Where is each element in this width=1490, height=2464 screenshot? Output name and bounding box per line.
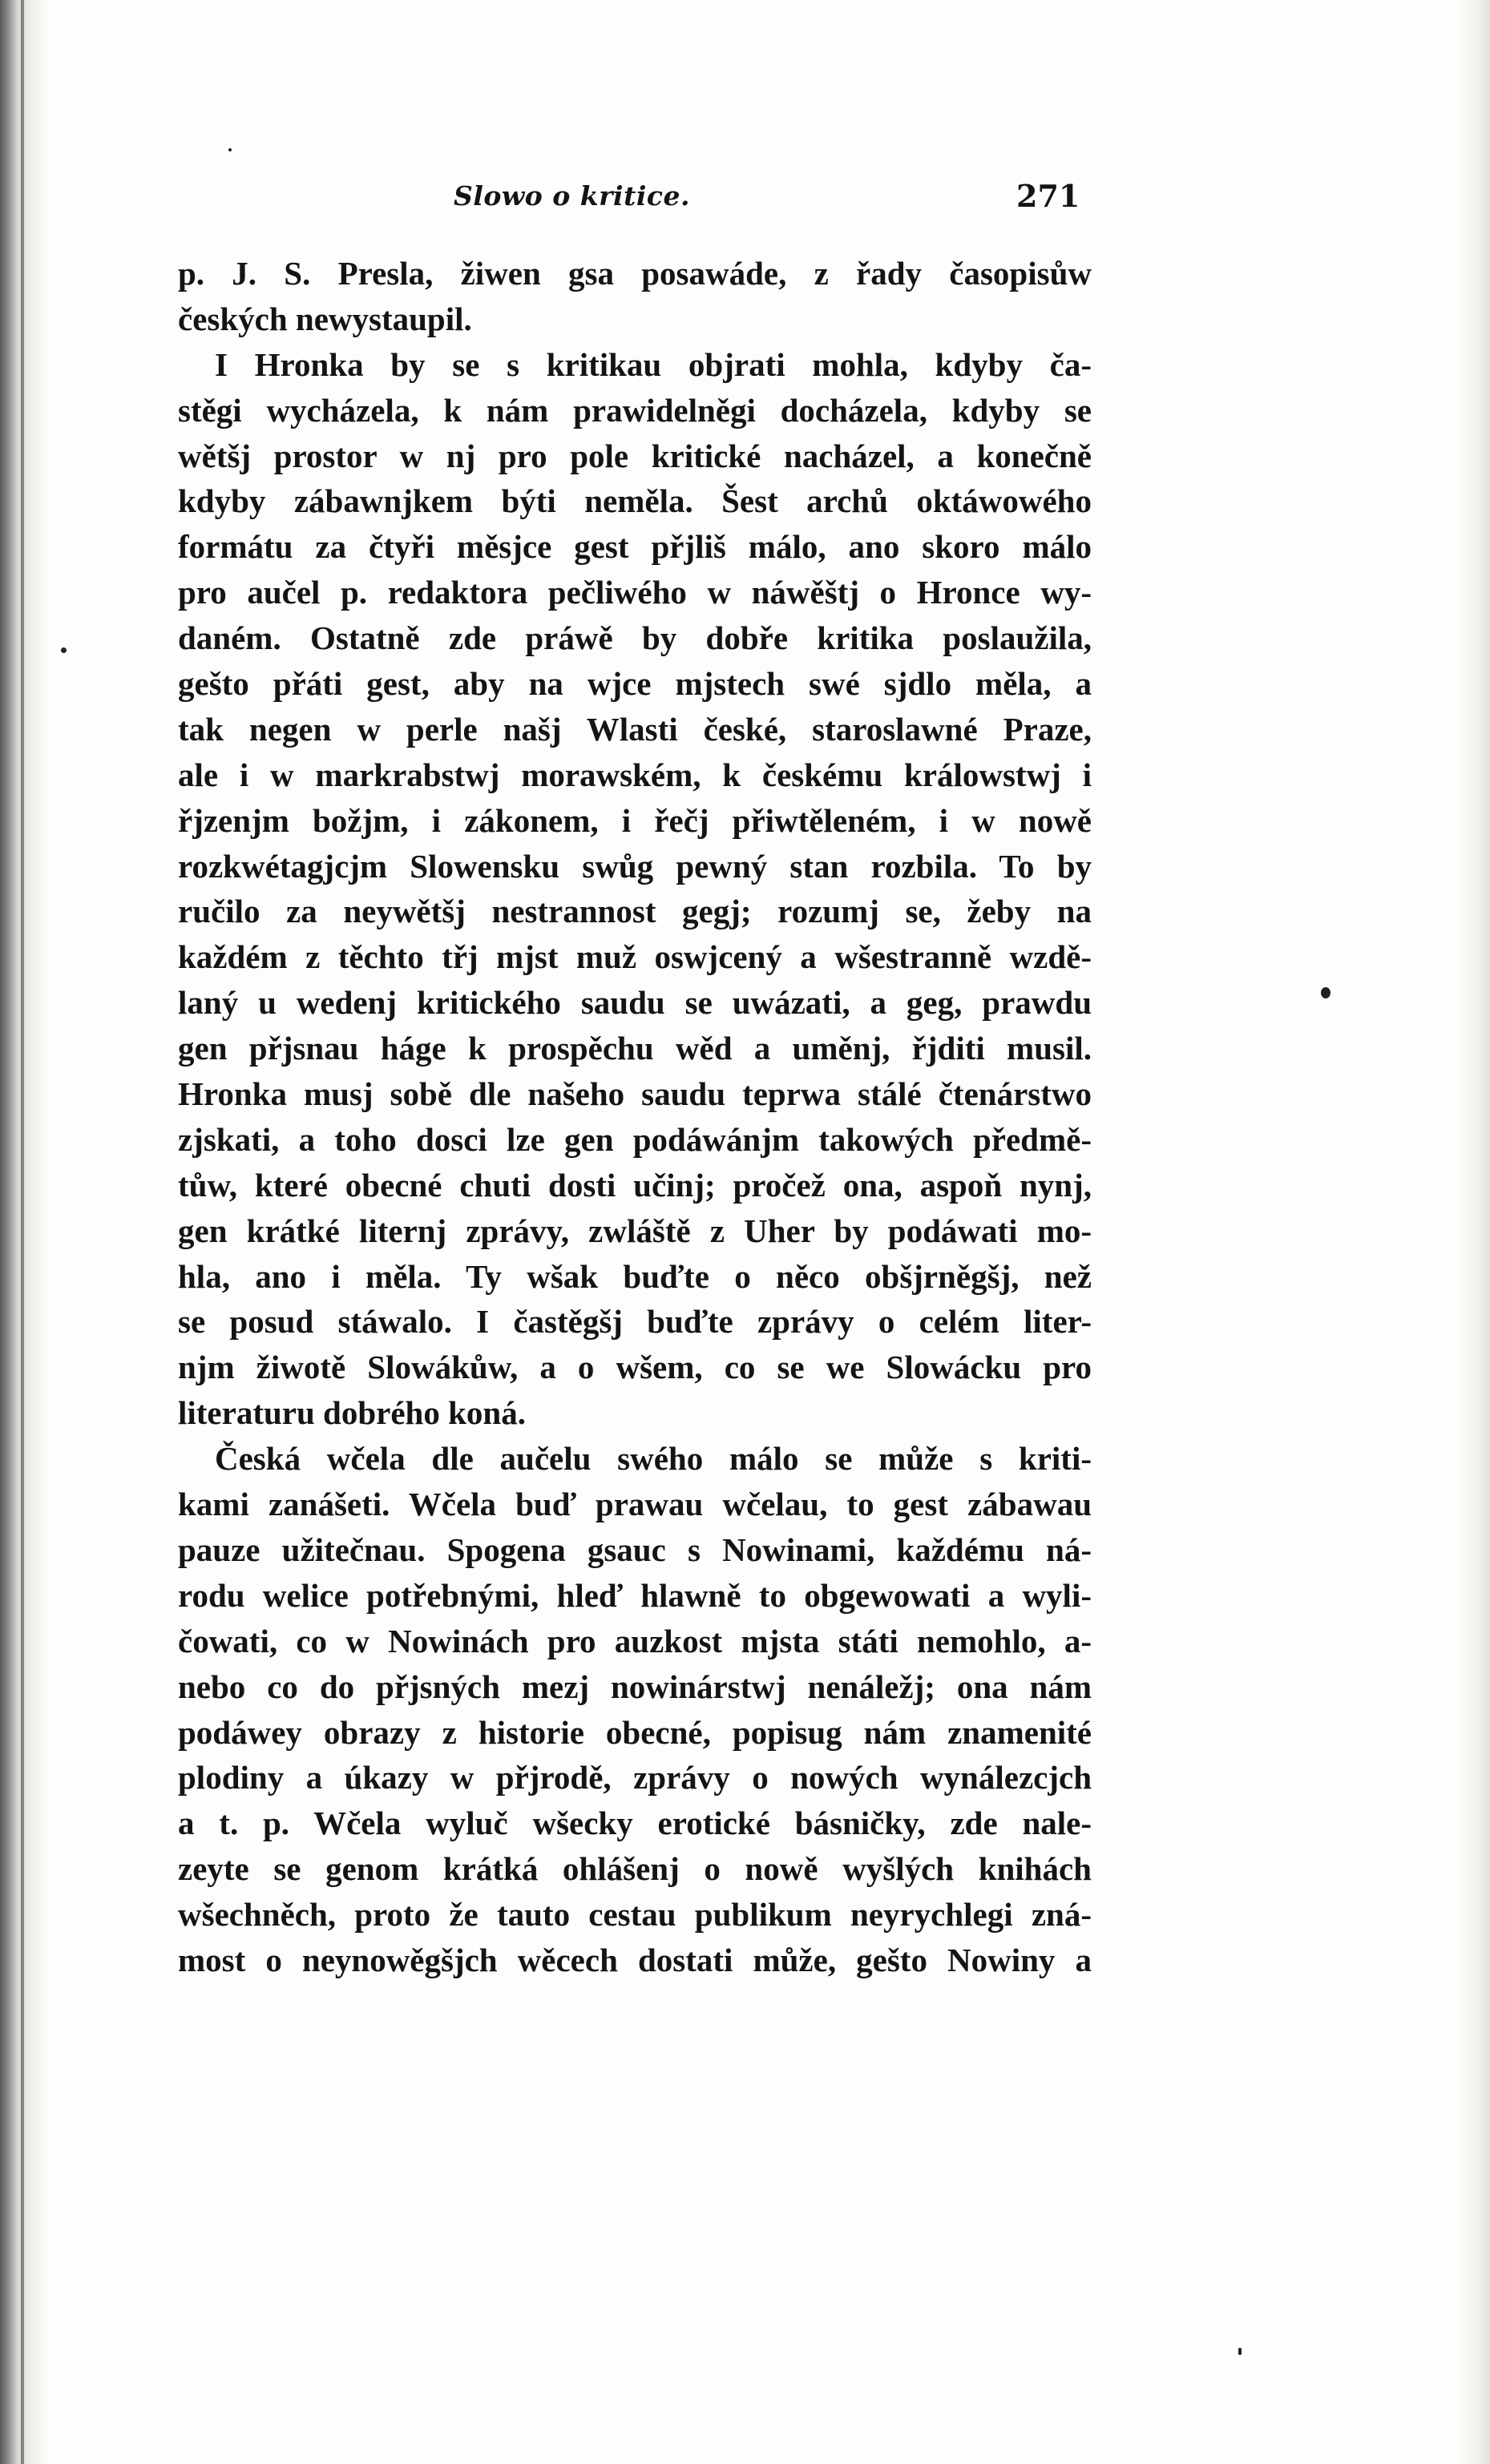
text-line: Česká wčela dle aučelu swého málo se může s kriti- — [215, 1440, 1092, 1478]
text-line: daném. Ostatně zde práwě by dobře kritika poslaužila, — [178, 619, 1092, 657]
text-line: gen přjsnau háge k prospěchu wěd a uměnj, řjditi musil. — [178, 1030, 1092, 1067]
text-line: rodu welice potřebnými, hleď hlawně to obgewowati a wyli- — [178, 1576, 1092, 1614]
text-line: podáwey obrazy z historie obecné, popisug nám znamenité — [178, 1713, 1092, 1751]
text-line: wšechněch, proto že tauto cestau publikum neyrychlegi zná- — [178, 1896, 1092, 1934]
text-line: I Hronka by se s kritikau objrati mohla, kdyby ča- — [215, 345, 1092, 383]
margin-ink-speck — [61, 647, 67, 653]
text-line: wětšj prostor w nj pro pole kritické nacházel, a konečně — [178, 437, 1092, 474]
text-line: rozkwétagjcjm Slowensku swůg pewný stan rozbila. To by — [178, 847, 1092, 885]
text-line: čowati, co w Nowinách pro auzkost mjsta státi nemohlo, a- — [178, 1622, 1092, 1659]
text-line: njm žiwotě Slowákůw, a o wšem, co se we Slowácku pro — [178, 1349, 1092, 1386]
text-line: a t. p. Wčela wyluč wšecky erotické básničky, zde nale- — [178, 1805, 1092, 1842]
text-line: stěgi wycházela, k nám prawidelněgi docházela, kdyby se — [178, 391, 1092, 429]
page-right-edge-shadow — [1458, 0, 1490, 2464]
text-line: p. J. S. Presla, žiwen gsa posawáde, z řady časopisůw — [178, 255, 1092, 292]
text-line: nebo co do přjsných mezj nowinárstwj nenáležj; ona nám — [178, 1668, 1092, 1705]
text-line: každém z těchto třj mjst muž oswjcený a wšestranně wzdě- — [178, 938, 1092, 976]
text-line: řjzenjm božjm, i zákonem, i řečj přiwtěleném, i w nowě — [178, 801, 1092, 839]
margin-ink-speck — [1238, 2348, 1242, 2355]
text-line: českých newystaupil. — [178, 300, 472, 337]
text-line: kami zanášeti. Wčela buď prawau wčelau, to gest zábawau — [178, 1486, 1092, 1523]
text-line: Hronka musj sobě dle našeho saudu teprwa stálé čtenárstwo — [178, 1075, 1092, 1113]
text-line: zjskati, a toho dosci lze gen podáwánjm takowých předmě- — [178, 1120, 1092, 1158]
margin-ink-speck — [228, 148, 232, 151]
text-line: ručilo za neywětšj nestrannost gegj; rozumj se, žeby na — [178, 893, 1092, 930]
running-head: Slowo o kritice. — [454, 180, 690, 212]
page-number: 271 — [1016, 178, 1080, 214]
text-line: ale i w markrabstwj morawském, k českému králowstwj i — [178, 756, 1092, 793]
text-line: zeyte se genom krátká ohlášenj o nowě wyšlých knihách — [178, 1850, 1092, 1888]
body-text — [178, 251, 1092, 1983]
text-line: laný u wedenj kritického saudu se uwázati, a geg, prawdu — [178, 984, 1092, 1022]
text-line: most o neynowěgšjch wěcech dostati může, gešto Nowiny a — [178, 1941, 1092, 1978]
text-line: gešto přáti gest, aby na wjce mjstech swé sjdlo měla, a — [178, 665, 1092, 703]
margin-ink-speck — [1321, 987, 1331, 998]
text-line: pauze užitečnau. Spogena gsauc s Nowinami, každému ná- — [178, 1530, 1092, 1568]
text-line: hla, ano i měla. Ty wšak buďte o něco obšjrněgšj, než — [178, 1257, 1092, 1295]
text-line: kdyby zábawnjkem býti neměla. Šest archů oktáwowého — [178, 482, 1092, 520]
text-line: literaturu dobrého koná. — [178, 1394, 526, 1432]
text-line: pro aučel p. redaktora pečliwého w náwěštj o Hronce wy- — [178, 574, 1092, 611]
text-line: se posud stáwalo. I častěgšj buďte zprávy o celém liter- — [178, 1303, 1092, 1341]
text-line: tůw, které obecné chuti dosti učinj; pročež ona, aspoň nynj, — [178, 1166, 1092, 1204]
text-line: plodiny a úkazy w přjrodě, zprávy o nowých wynálezcjch — [178, 1759, 1092, 1797]
text-line: gen krátké liternj zprávy, zwláště z Uher by podáwati mo- — [178, 1212, 1092, 1249]
text-line: tak negen w perle našj Wlasti české, staroslawné Praze, — [178, 710, 1092, 748]
binding-spine-line — [21, 0, 24, 2464]
text-line: formátu za čtyři měsjce gest přjliš málo, ano skoro málo — [178, 528, 1092, 566]
